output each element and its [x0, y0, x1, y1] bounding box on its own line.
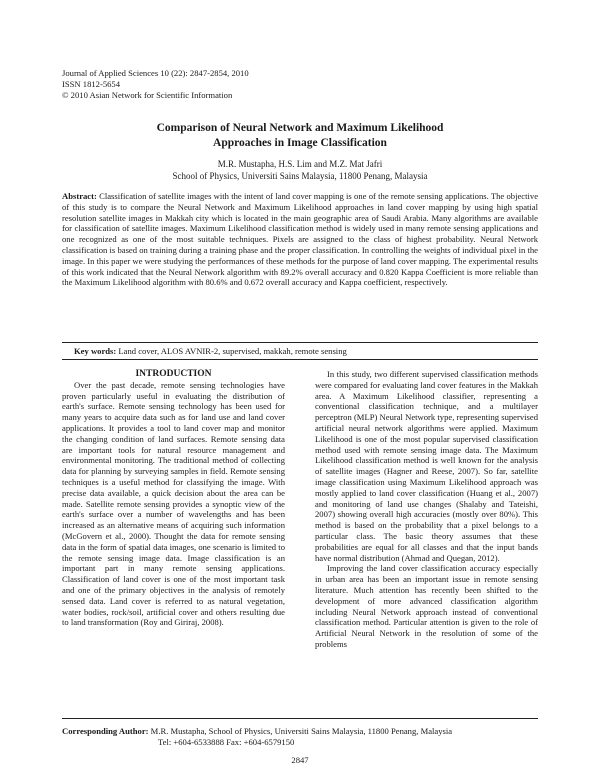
- footer-rule: [62, 718, 538, 719]
- journal-header: [62, 68, 249, 101]
- author-block: [60, 159, 540, 182]
- corresponding-author-label: Corresponding Author:: [62, 726, 149, 736]
- page-number: 2847: [291, 755, 309, 765]
- corresponding-author: [62, 726, 538, 748]
- right-column: [315, 369, 538, 650]
- paper-title: [60, 121, 540, 150]
- journal-issn: ISSN 1812-5654: [62, 79, 121, 89]
- corresponding-author-contact: Tel: +604-6533888 Fax: +604-6579150: [158, 736, 295, 747]
- keywords: [74, 346, 534, 357]
- left-column: [62, 369, 285, 628]
- section-heading-introduction: INTRODUCTION: [135, 369, 212, 379]
- corresponding-author-details: M.R. Mustapha, School of Physics, Universiti Sains Malaysia, 11800 Penang, Malaysia: [150, 726, 453, 736]
- abstract-label: Abstract:: [62, 191, 97, 201]
- keywords-top-rule: [62, 342, 538, 343]
- right-paragraph: Improving the land cover classification accuracy especially in urban area has been an important issue in remote sensing literature. Much attention has recently been shifted to the development of more advanced classification algorithm including Neural Network approach instead of conventional classification method. Particular attention is given to the role of Artificial Neural Network in the resolution of some of the problems: [315, 563, 538, 649]
- left-paragraph: Over the past decade, remote sensing technologies have proven particularly useful in evaluating the distribution of earth's surface. Remote sensing technology has been used for many years to acquire data such as for land use and land cover applications. It provides a tool to land cover map and monitor the changing condition of land surfaces. Remote sensing data are important tools for natural resource management and environmental monitoring. The traditional method of collecting data for planning by surveying samples in field. Remote sensing techniques is a useful method for classifying the image. With precise data available, a quick decision about the area can be made. Satellite remote sensing provides a synoptic view of the earth's surface over a number of wavelengths and has been increased as an alternative means of acquiring such information (McGovern et al., 2000). Thought the data for remote sensing data in the form of spatial data images, one scenario is limited to the remote sensing image data. Image classification is an important part in many remote sensing applications. Classification of land cover is one of the most important task and one of the primary objectives in the analysis of remotely sensed data. Land cover is referred to as natural vegetation, water bodies, rock/soil, artificial cover and others resulting due to land transformation (Roy and Giriraj, 2008).: [62, 379, 285, 628]
- abstract: [62, 191, 538, 288]
- abstract-text: Classification of satellite images with the intent of land cover mapping is one of the remote sensing applications. The objective of this study is to compare the Neural Network and Maximum Likelihood approaches in land cover mapping by using high spatial resolution satellite images in Makkah city which is located in the main geographic area of Saudi Arabia. Many algorithms are available for classification of satellite images. Maximum Likelihood classification method is widely used in many remote sensing applications and one recognized as one of the most suitable techniques. Pixels are assigned to the class of highest probability. Neural Network classification is based on training during a training phase and the proper classification. In controlling the weights of individual pixel in the image. In this paper we were studying the performances of these methods for the purpose of land cover mapping. The experimental results of this work indicated that the Neural Network algorithm with 89.2% overall accuracy and 0.820 Kappa Coefficient is more reliable than the Maximum Likelihood algorithm with 80.6% and 0.672 overall accuracy and Kappa coefficient, respectively.: [62, 191, 539, 288]
- author-names: M.R. Mustapha, H.S. Lim and M.Z. Mat Jafri: [217, 159, 383, 169]
- right-paragraph: In this study, two different supervised classification methods were compared for evaluating land cover features in the Makkah area. A Maximum Likelihood classifier, representing a conventional classification technique, and a multilayer perceptron (MLP) Neural Network type, representing supervised artificial neural network algorithms were applied. Maximum Likelihood is one of the most popular supervised classification method used with remote sensing image data. The Maximum Likelihood classification method is well known for the analysis of satellite images (Hagner and Reese, 2007). So far, satellite image classification using Maximum Likelihood approach was mostly applied to land cover classification (Huang et al., 2007) and monitoring of land use changes (Shalaby and Tateishi, 2007) showing overall high accuracies (mostly over 80%). This method is based on the probability that a pixel belongs to a particular class. The basic theory assumes that these probabilities are equal for all classes and that the input bands have normal distribution (Ahmad and Quegan, 2012).: [315, 369, 538, 563]
- keywords-label: Key words:: [74, 346, 117, 356]
- journal-citation: Journal of Applied Sciences 10 (22): 2847-2854, 2010: [62, 68, 249, 78]
- keywords-text: Land cover, ALOS AVNIR-2, supervised, makkah, remote sensing: [118, 346, 347, 356]
- author-affiliation: School of Physics, Universiti Sains Malaysia, 11800 Penang, Malaysia: [172, 170, 428, 181]
- keywords-bottom-rule: [62, 359, 538, 360]
- paper-title-line-2: Approaches in Image Classification: [213, 136, 387, 149]
- journal-copyright: © 2010 Asian Network for Scientific Information: [62, 90, 233, 100]
- paper-title-line-1: Comparison of Neural Network and Maximum Likelihood: [156, 122, 444, 134]
